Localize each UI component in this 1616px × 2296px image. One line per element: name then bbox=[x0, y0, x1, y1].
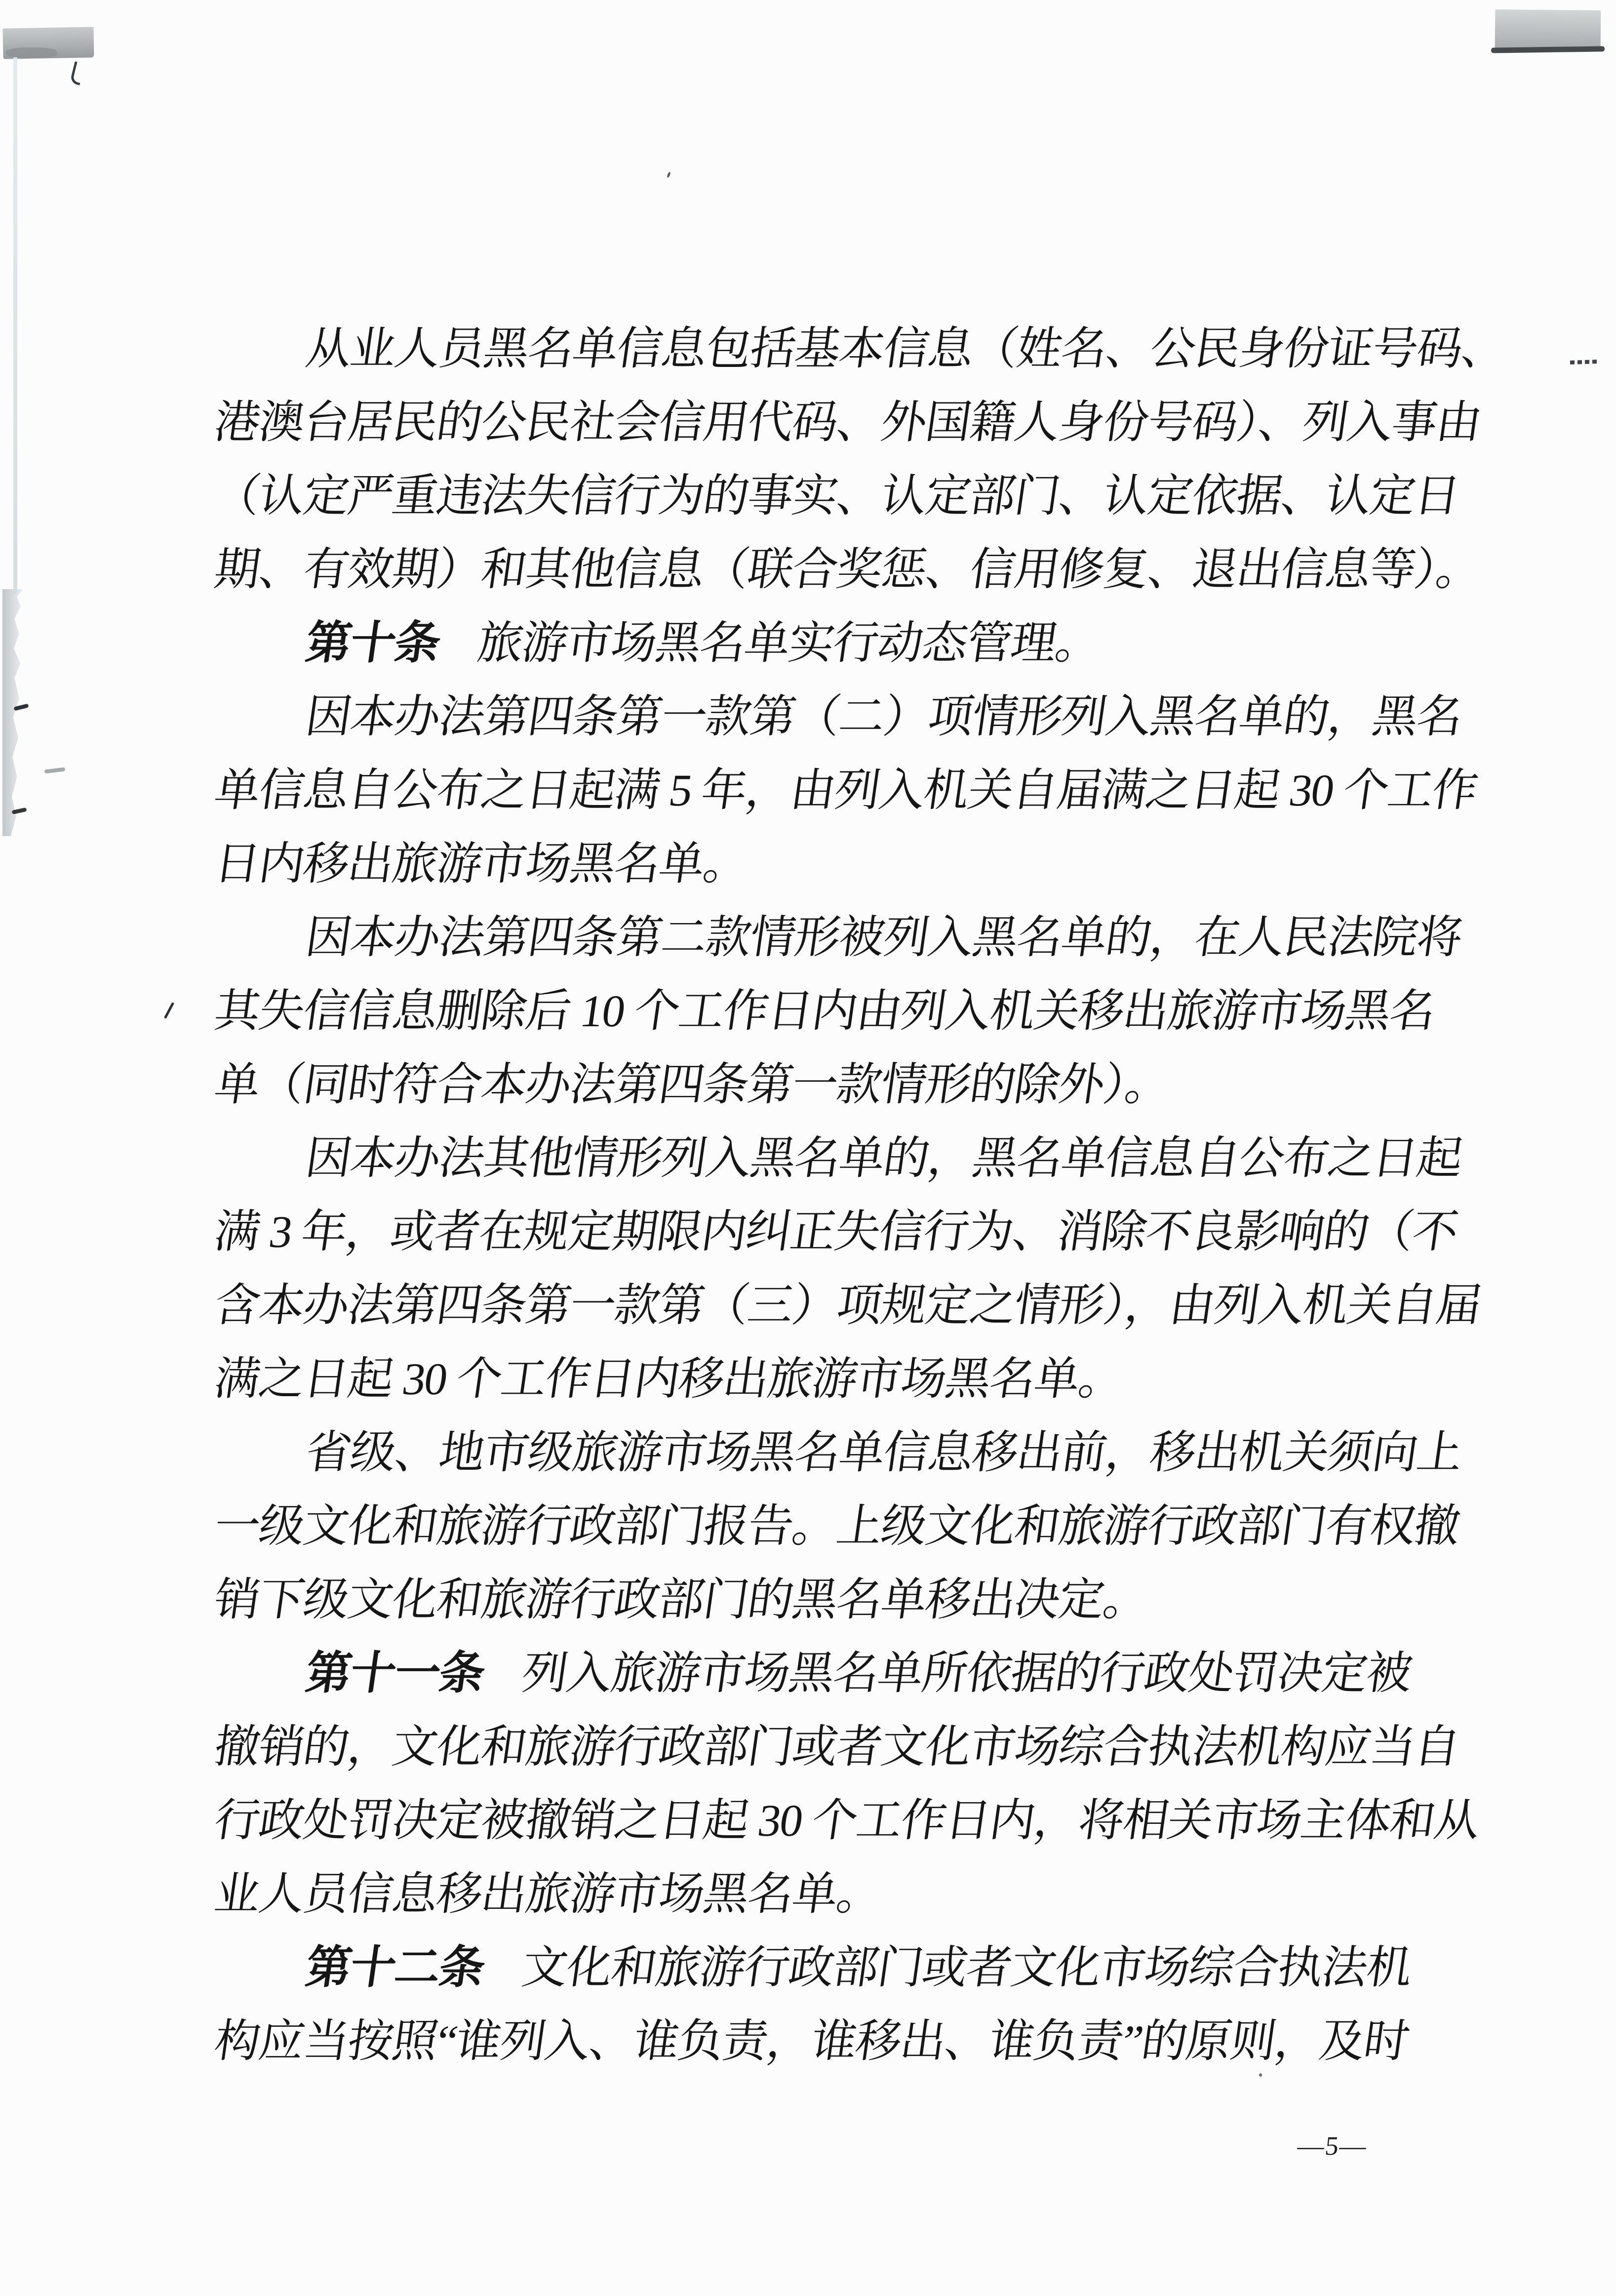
page-number: —5— bbox=[1296, 2131, 1369, 2161]
text-line bbox=[210, 1784, 1483, 1857]
text-line bbox=[210, 1269, 1485, 1342]
text-line bbox=[210, 974, 1474, 1048]
line-text: 销下级文化和旅游行政部门的黑名单移出决定。 bbox=[211, 1574, 1152, 1625]
line-text: 单信息自公布之日起满 5 年，由列入机关自届满之日起 30 个工作 bbox=[211, 765, 1481, 815]
article-number: 第十二条 bbox=[302, 1942, 488, 1993]
text-line bbox=[210, 459, 1474, 533]
line-text: 其失信信息删除后 10 个工作日内由列入机关移出旅游市场黑名 bbox=[211, 986, 1438, 1036]
line-text: 一级文化和旅游行政部门报告。上级文化和旅游行政部门有权撤 bbox=[211, 1501, 1463, 1551]
line-text: 旅游市场黑名单实行动态管理。 bbox=[474, 618, 1104, 668]
document-body bbox=[211, 312, 1510, 2078]
article-heading-line bbox=[210, 1637, 1474, 1710]
corner-ink-mark bbox=[70, 61, 85, 85]
line-text: 业人员信息移出旅游市场黑名单。 bbox=[211, 1869, 885, 1919]
line-text: 行政处罚决定被撤销之日起 30 个工作日内，将相关市场主体和从 bbox=[211, 1795, 1483, 1846]
line-text: 从业人员黑名单信息包括基本信息（姓名、公民身份证号码、 bbox=[302, 323, 1510, 374]
line-text: 因本办法其他情形列入黑名单的，黑名单信息自公布之日起 bbox=[302, 1133, 1465, 1183]
line-text: 满之日起 30 个工作日内移出旅游市场黑名单。 bbox=[211, 1354, 1127, 1404]
line-text: 省级、地市级旅游市场黑名单信息移出前，移出机关须向上 bbox=[302, 1427, 1465, 1478]
line-text: 列入旅游市场黑名单所依据的行政处罚决定被 bbox=[518, 1648, 1415, 1698]
line-text: 日内移出旅游市场黑名单。 bbox=[211, 839, 752, 889]
scan-smudge-top-right-edge bbox=[1491, 46, 1605, 53]
article-heading-line bbox=[210, 1931, 1474, 2005]
line-text: 满 3 年，或者在规定期限内纠正失信行为、消除不良影响的（不 bbox=[211, 1207, 1461, 1257]
line-text: （认定严重违法失信行为的事实、认定部门、认定依据、认定日 bbox=[211, 471, 1463, 521]
line-text: 构应当按照“谁列入、谁负责，谁移出、谁负责”的原则，及时 bbox=[211, 2016, 1412, 2066]
line-text: 单（同时符合本办法第四条第一款情形的除外）。 bbox=[211, 1059, 1174, 1110]
text-line bbox=[210, 1563, 1474, 1637]
line-text: 因本办法第四条第二款情形被列入黑名单的，在人民法院将 bbox=[302, 912, 1465, 963]
scan-smudge-top-right bbox=[1495, 9, 1601, 49]
text-line bbox=[210, 901, 1474, 974]
line-text: 期、有效期）和其他信息（联合奖惩、信用修复、退出信息等）。 bbox=[211, 544, 1485, 595]
ink-slash-mark bbox=[164, 1002, 174, 1019]
article-number: 第十条 bbox=[302, 618, 443, 668]
line-text: 港澳台居民的公民社会信用代码、外国籍人身份号码）、列入事由 bbox=[211, 397, 1485, 447]
text-line bbox=[210, 1710, 1474, 1784]
text-line bbox=[210, 533, 1485, 606]
text-line bbox=[210, 1857, 1474, 1931]
text-line bbox=[210, 680, 1474, 754]
text-line bbox=[210, 2005, 1474, 2078]
line-text: 撤销的，文化和旅游行政部门或者文化市场综合执法机构应当自 bbox=[211, 1722, 1463, 1772]
text-line bbox=[210, 1122, 1474, 1195]
ink-speck-top bbox=[667, 172, 671, 178]
scan-strip-left-edge bbox=[2, 589, 23, 836]
text-line bbox=[210, 827, 1474, 901]
text-line bbox=[210, 754, 1481, 827]
line-text: 因本办法第四条第一款第（二）项情形列入黑名单的，黑名 bbox=[302, 691, 1465, 742]
article-number: 第十一条 bbox=[302, 1648, 488, 1698]
text-line bbox=[210, 1416, 1474, 1490]
line-text: 文化和旅游行政部门或者文化市场综合执法机 bbox=[518, 1942, 1415, 1993]
ink-dash-left-margin bbox=[44, 767, 66, 773]
text-line bbox=[210, 386, 1485, 459]
scan-streak-left bbox=[13, 57, 17, 593]
text-line bbox=[210, 1195, 1474, 1269]
ink-dash-right-margin bbox=[1570, 360, 1599, 364]
text-line bbox=[210, 1490, 1474, 1563]
text-line bbox=[210, 1342, 1474, 1416]
text-line bbox=[210, 1048, 1474, 1122]
article-heading-line bbox=[210, 606, 1474, 680]
scan-smudge-top-left-dark bbox=[6, 47, 57, 58]
text-line bbox=[210, 312, 1510, 386]
line-text: 含本办法第四条第一款第（三）项规定之情形），由列入机关自届 bbox=[211, 1280, 1485, 1330]
